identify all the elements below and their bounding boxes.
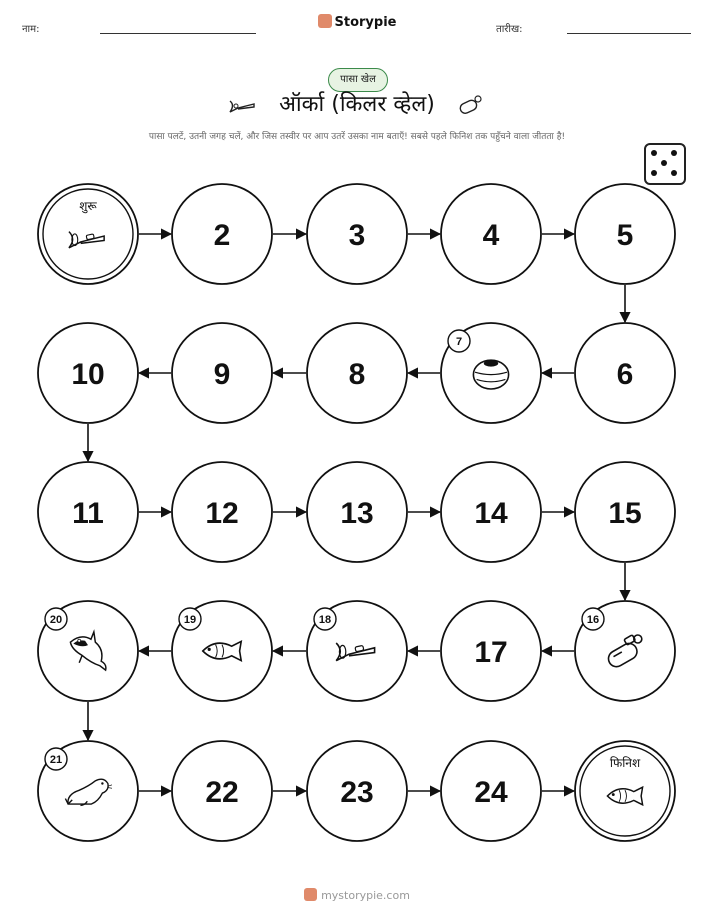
space-number: 17	[474, 636, 508, 669]
space-number: 4	[482, 219, 500, 252]
board-space-24[interactable]	[441, 741, 541, 841]
board-space-6[interactable]	[575, 323, 675, 423]
space-number: 9	[213, 358, 231, 391]
game-type-badge: पासा खेल	[328, 68, 388, 92]
board-space-11[interactable]	[38, 462, 138, 562]
board-space-23[interactable]	[307, 741, 407, 841]
board-space-10[interactable]	[38, 323, 138, 423]
name-label: नाम:	[22, 24, 40, 35]
brand-name: Storypie	[334, 15, 397, 30]
finish-label: फिनिश	[609, 756, 641, 770]
board-space-22[interactable]	[172, 741, 272, 841]
board-space-14[interactable]	[441, 462, 541, 562]
space-number: 22	[205, 776, 239, 809]
board-space-20[interactable]	[38, 601, 138, 701]
footer-url: mystorypie.com	[321, 889, 410, 902]
board-space-25[interactable]	[575, 741, 675, 841]
board-space-5[interactable]	[575, 184, 675, 284]
space-number: 10	[71, 358, 105, 391]
instructions: पासा पलटें, उतनी जगह चलें, और जिस तस्वीर पर आप उतरें उसका नाम बताएँ! सबसे पहले फिनिश तक पहुँचने वाला जीतता है!	[148, 132, 566, 142]
space-number: 18	[318, 614, 332, 626]
board-space-2[interactable]	[172, 184, 272, 284]
space-number: 14	[474, 497, 508, 530]
board-space-18[interactable]	[307, 601, 407, 701]
space-number: 20	[49, 614, 63, 626]
storypie-footer-logo-icon	[304, 888, 317, 901]
board-space-1[interactable]	[38, 184, 138, 284]
space-number: 13	[340, 497, 374, 530]
board-space-19[interactable]	[172, 601, 272, 701]
board-space-9[interactable]	[172, 323, 272, 423]
board-space-13[interactable]	[307, 462, 407, 562]
space-number: 6	[616, 358, 634, 391]
space-number: 8	[348, 358, 366, 391]
board-space-16[interactable]	[575, 601, 675, 701]
space-number: 11	[72, 497, 104, 530]
date-label: तारीख:	[496, 24, 523, 35]
space-number: 21	[49, 754, 63, 766]
board-space-3[interactable]	[307, 184, 407, 284]
space-number: 16	[586, 614, 600, 626]
space-number: 19	[183, 614, 197, 626]
board-space-21[interactable]	[38, 741, 138, 841]
space-number: 7	[455, 336, 463, 348]
space-number: 12	[205, 497, 239, 530]
space-number: 5	[616, 219, 634, 252]
space-number: 24	[474, 776, 508, 809]
page-title: ऑर्का (किलर व्हेल)	[279, 92, 435, 117]
board-space-4[interactable]	[441, 184, 541, 284]
board-space-8[interactable]	[307, 323, 407, 423]
space-number: 3	[348, 219, 366, 252]
board-space-15[interactable]	[575, 462, 675, 562]
board-space-12[interactable]	[172, 462, 272, 562]
space-number: 2	[213, 219, 231, 252]
board-space-7[interactable]	[441, 323, 541, 423]
space-number: 23	[340, 776, 374, 809]
space-number: 15	[608, 497, 642, 530]
start-label: शुरू	[79, 199, 97, 213]
footer	[0, 888, 714, 902]
board-space-17[interactable]	[441, 601, 541, 701]
